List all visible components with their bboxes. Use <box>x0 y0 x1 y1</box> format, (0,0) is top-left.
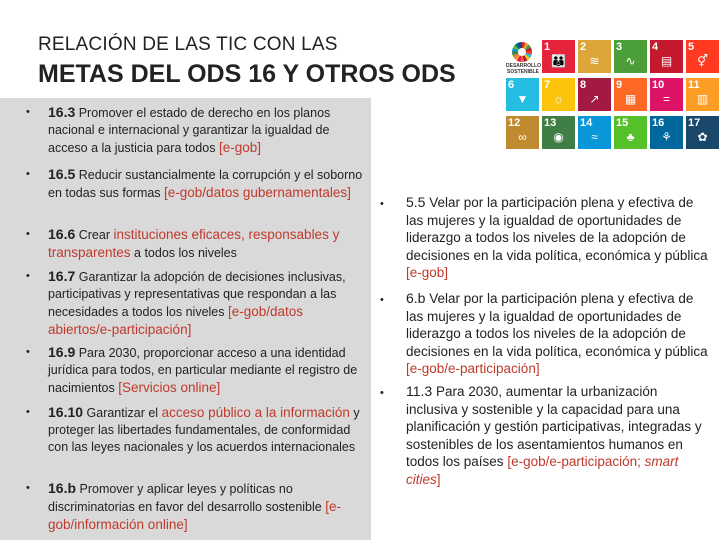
heartbeat-icon: ∿ <box>625 54 636 68</box>
slide-title-line1: RELACIÓN DE LAS TIC CON LAS <box>38 34 338 55</box>
sdg-tile-12 <box>506 116 539 149</box>
target-text: Velar por la participación plena y efectiva de las mujeres y la igualdad de oportunidades de liderazgo a todos los niveles de la adopción de decisiones en la vida política, económica y pública <box>406 195 708 263</box>
target-text: Para 2030, proporcionar acceso a una identidad jurídica para todos, en particular mediante el registro de nacimientos <box>48 346 358 395</box>
target-text: Promover el estado de derecho en los planos nacional e internacional y garantizar la igualdad de acceso a la justicia para todos <box>48 106 331 155</box>
ict-tag: [e-gob/e-participación] <box>406 361 540 377</box>
target-item-16-6 <box>48 226 364 262</box>
buildings-icon: ▥ <box>696 92 709 106</box>
bullet-icon: • <box>380 387 384 399</box>
book-icon: ▤ <box>660 54 673 68</box>
target-text: Promover y aplicar leyes y políticas no discriminatorias en favor del desarrollo sostenible <box>48 482 326 514</box>
sdg-tile-number: 8 <box>580 79 587 91</box>
bullet-icon: • <box>380 294 384 306</box>
target-text: Reducir sustancialmente la corrupción y el soborno en todas sus formas <box>48 168 363 200</box>
ict-tag: [e-gob] <box>406 265 449 281</box>
target-item-16-9 <box>48 344 364 397</box>
ict-tag: [Servicios online] <box>118 380 221 395</box>
sdg-tile-7 <box>542 78 575 111</box>
target-item-16-3 <box>48 104 364 157</box>
ict-tag: acceso público a la información <box>161 405 350 420</box>
target-code: 6.b <box>406 290 426 306</box>
sdg-tile-number: 3 <box>616 41 623 53</box>
sdg-tile-13 <box>542 116 575 149</box>
bullet-icon: • <box>26 106 30 118</box>
sdg-tile-14 <box>578 116 611 149</box>
target-item-16-b <box>48 480 364 534</box>
target-code: 16.6 <box>48 226 76 242</box>
water-drop-icon: ▼ <box>516 92 529 106</box>
sdg-tile-2 <box>578 40 611 73</box>
bullet-icon: • <box>26 482 30 494</box>
target-item-6-b <box>406 290 712 378</box>
sdg-tile-16 <box>650 116 683 149</box>
sdg-logo <box>506 40 541 75</box>
sdg-tile-number: 12 <box>508 117 521 129</box>
sun-icon: ☼ <box>553 92 564 106</box>
target-item-16-7 <box>48 268 364 339</box>
cubes-icon: ▦ <box>624 92 637 106</box>
sdg-tile-number: 17 <box>688 117 701 129</box>
target-text: Para 2030, aumentar la urbanización inclusiva y sostenible y la capacidad para una planificación y gestión participativas, integradas y sostenibles de los asentamientos humanos en todos los países <box>406 384 702 470</box>
target-text: Garantizar la adopción de decisiones inclusivas, participativas y representativas que respondan a las necesidades a todos los niveles <box>48 270 346 319</box>
target-code: 16.7 <box>48 268 76 284</box>
fish-icon: ≈ <box>591 130 598 144</box>
ict-tag: [e-gob/información online] <box>48 499 341 532</box>
sdg-tile-number: 5 <box>688 41 695 53</box>
sdg-tile-10 <box>650 78 683 111</box>
sdg-tile-number: 14 <box>580 117 593 129</box>
sdg-tile-1 <box>542 40 575 73</box>
target-code: 16.3 <box>48 104 76 120</box>
flower-icon: ✿ <box>697 130 708 144</box>
target-text-end: a todos los niveles <box>130 246 237 260</box>
sdg-tile-number: 15 <box>616 117 629 129</box>
ict-tag: [e-gob/datos gubernamentales] <box>164 185 351 200</box>
target-item-16-5 <box>48 166 364 202</box>
bullet-icon: • <box>26 406 30 418</box>
bullet-icon: • <box>380 198 384 210</box>
target-code: 16.5 <box>48 166 76 182</box>
sdg-logo-label: DESARROLLO SOSTENIBLE <box>506 63 541 75</box>
bullet-icon: • <box>26 228 30 240</box>
ict-tag: instituciones eficaces, responsables y transparentes <box>48 227 340 260</box>
target-code: 11.3 <box>406 383 433 399</box>
sdg-tile-6 <box>506 78 539 111</box>
sdg-tile-3 <box>614 40 647 73</box>
ict-tag: [e-gob/datos abiertos/e-participación] <box>48 304 304 337</box>
sdg-tile-number: 6 <box>508 79 515 91</box>
sdg-goals-panel <box>506 40 720 150</box>
bullet-icon: • <box>26 346 30 358</box>
tree-icon: ♣ <box>626 130 635 144</box>
equal-icon: = <box>662 92 670 106</box>
sdg-tile-number: 13 <box>544 117 557 129</box>
target-code: 16.b <box>48 480 77 496</box>
bullet-icon: • <box>26 270 30 282</box>
sdg-tile-17 <box>686 116 719 149</box>
target-code: 16.9 <box>48 344 76 360</box>
target-code: 5.5 <box>406 194 426 210</box>
sdg-tile-9 <box>614 78 647 111</box>
sdg-tile-11 <box>686 78 719 111</box>
sdg-tile-8 <box>578 78 611 111</box>
sdg-tile-number: 16 <box>652 117 665 129</box>
bullet-icon: • <box>26 168 30 180</box>
target-text: Crear <box>75 228 114 242</box>
target-text-end: y proteger las libertades fundamentales, de conformidad con las leyes nacionales y los acuerdos internacionales <box>48 406 360 454</box>
bowl-icon: ≋ <box>589 54 600 68</box>
sdg-tile-4 <box>650 40 683 73</box>
sdg-wheel-icon <box>512 42 532 62</box>
target-item-16-10 <box>48 404 364 456</box>
slide-title-line2: METAS DEL ODS 16 Y OTROS ODS <box>38 60 456 88</box>
ict-tag: [e-gob] <box>218 140 261 155</box>
sdg-tile-15 <box>614 116 647 149</box>
sdg-tile-number: 4 <box>652 41 659 53</box>
sdg-tile-number: 11 <box>688 79 700 91</box>
sdg-tile-number: 1 <box>544 41 551 53</box>
gender-icon: ⚥ <box>697 54 708 68</box>
sdg-tile-number: 10 <box>652 79 665 91</box>
eye-icon: ◉ <box>553 130 564 144</box>
target-item-11-3 <box>406 383 712 489</box>
target-text: Garantizar el <box>83 406 162 420</box>
infinity-icon: ∞ <box>518 130 527 144</box>
sdg-tile-number: 9 <box>616 79 623 91</box>
target-text: Velar por la participación plena y efectiva de las mujeres y la igualdad de oportunidades de liderazgo a todos los niveles de la adopción de decisiones en la vida política, económica y pública <box>406 291 708 359</box>
ict-tag-end: ] <box>436 471 441 487</box>
target-item-5-5 <box>406 194 712 282</box>
ict-tag-italic: smart cities <box>406 454 679 487</box>
sdg-tile-number: 2 <box>580 41 587 53</box>
dove-icon: ⚘ <box>661 130 672 144</box>
chart-up-icon: ↗ <box>589 92 600 106</box>
people-icon: 👪 <box>551 54 566 68</box>
sdg-tile-5 <box>686 40 719 73</box>
sdg-tile-number: 7 <box>544 79 551 91</box>
target-code: 16.10 <box>48 404 84 420</box>
ict-tag: [e-gob/e-participación; <box>507 454 645 470</box>
